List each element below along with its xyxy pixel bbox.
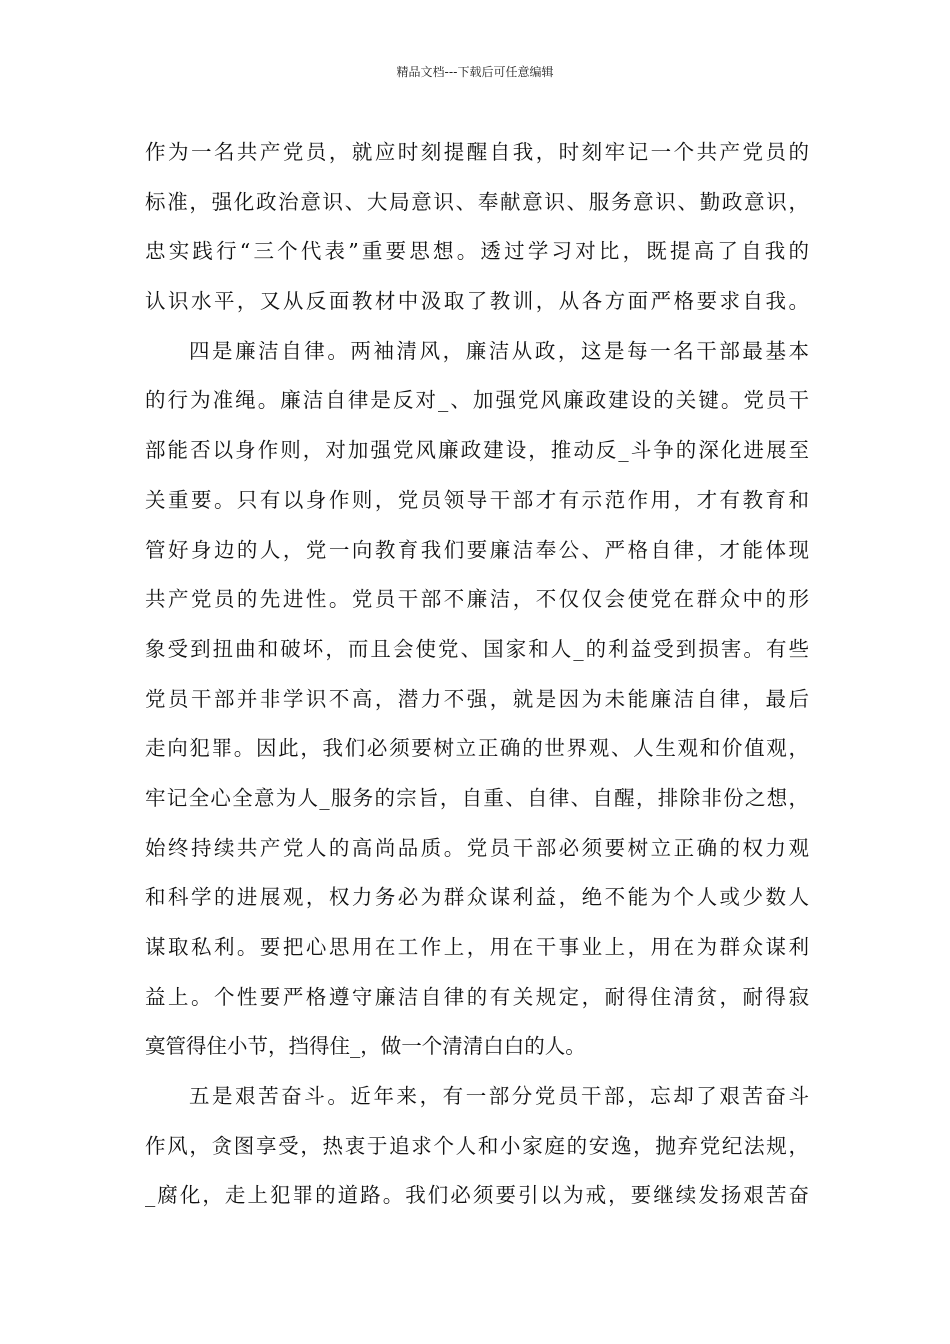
text-line: _腐化，走上犯罪的道路。我们必须要引以为戒，要继续发扬艰苦奋 — [145, 1183, 809, 1208]
text-line: 谋取私利。要把心思用在工作上，用在干事业上，用在为群众谋利 — [145, 935, 809, 959]
text-line: 牢记全心全意为人_服务的宗旨，自重、自律、自醒，排除非份之想， — [145, 785, 809, 810]
text-line: 的行为准绳。廉洁自律是反对_、加强党风廉政建设的关键。党员干 — [145, 388, 809, 413]
text-line: 作风，贪图享受，热衷于追求个人和小家庭的安逸，抛弃党纪法规， — [145, 1133, 809, 1158]
page-header: 精品文档---下载后可任意编辑 — [396, 65, 554, 79]
text-line: 象受到扭曲和破坏，而且会使党、国家和人_的利益受到损害。有些 — [145, 636, 809, 661]
text-line: 管好身边的人，党一向教育我们要廉洁奉公、严格自律，才能体现 — [145, 537, 809, 562]
text-line: 关重要。只有以身作则，党员领导干部才有示范作用，才有教育和 — [145, 487, 809, 512]
text-line: 共产党员的先进性。党员干部不廉洁，不仅仅会使党在群众中的形 — [145, 587, 809, 612]
paragraph-end-line: 寞管得住小节，挡得住_，做一个清清白白的人。 — [145, 1034, 586, 1059]
text-line: 和科学的进展观，权力务必为群众谋利益，绝不能为个人或少数人 — [145, 885, 809, 910]
text-line: 作为一名共产党员，就应时刻提醒自我，时刻牢记一个共产党员的 — [145, 140, 809, 164]
text-line: 始终持续共产党人的高尚品质。党员干部必须要树立正确的权力观 — [145, 835, 809, 860]
document-body — [145, 128, 809, 1221]
text-line: 认识水平，又从反面教材中汲取了教训，从各方面严格要求自我。 — [145, 289, 809, 314]
text-line: 益上。个性要严格遵守廉洁自律的有关规定，耐得住清贫，耐得寂 — [145, 984, 809, 1009]
paragraph-start-line: 五是艰苦奋斗。近年来，有一部分党员干部，忘却了艰苦奋斗 — [189, 1084, 809, 1109]
text-line: 走向犯罪。因此，我们必须要树立正确的世界观、人生观和价值观， — [145, 736, 809, 761]
text-line: 忠实践行“三个代表”重要思想。透过学习对比，既提高了自我的 — [145, 239, 809, 264]
text-line: 党员干部并非学识不高，潜力不强，就是因为未能廉洁自律，最后 — [145, 686, 809, 711]
text-line: 标准，强化政治意识、大局意识、奉献意识、服务意识、勤政意识， — [145, 189, 809, 214]
text-line: 部能否以身作则，对加强党风廉政建设，推动反_斗争的深化进展至 — [145, 438, 809, 463]
paragraph-start-line: 四是廉洁自律。两袖清风，廉洁从政，这是每一名干部最基本 — [189, 338, 809, 363]
